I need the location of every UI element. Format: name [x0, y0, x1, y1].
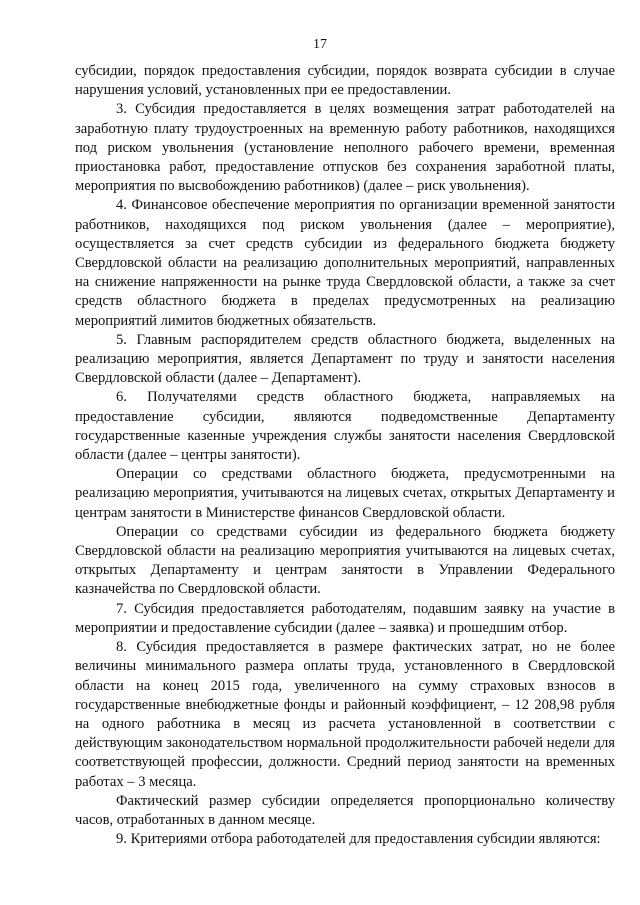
paragraph-3: 3. Субсидия предоставляется в целях возмещения затрат работодателей на заработную плату трудоустроенных на временную работу работников, находящихся под риском увольнения (установление неполного рабочего времени, временная приостановка работ, предоставление отпусков без сохранения заработной платы, мероприятия по высвобождению работников) (далее – риск увольнения). [75, 101, 615, 195]
paragraph-federal-subsidy-operations: Операции со средствами субсидии из федерального бюджета бюджету Свердловской области на реализацию мероприятия учитываются на лицевых счетах, открытых Департаменту и центрам занятости в Управлении Федерального казначейства по Свердловской области. [75, 523, 615, 598]
paragraph-4: 4. Финансовое обеспечение мероприятия по организации временной занятости работников, находящихся под риском увольнения (далее – мероприятие), осуществляется за счет средств субсидии из федерального бюджета бюджету Свердловской области на реализацию дополнительных мероприятий, направленных на снижение напряженности на рынке труда Свердловской области, а также за счет средств областного бюджета в пределах предусмотренных на реализацию мероприятий лимитов бюджетных обязательств. [75, 197, 615, 329]
paragraph-continuation: субсидии, порядок предоставления субсидии, порядок возврата субсидии в случае нарушения условий, установленных при ее предоставлении. [75, 63, 615, 99]
page-number: 17 [313, 37, 327, 52]
paragraph-8: 8. Субсидия предоставляется в размере фактических затрат, но не более величины минимального размера оплаты труда, установленного в Свердловской области на конец 2015 года, увеличенного на сумму страховых взносов в государственные внебюджетные фонды и районный коэффициент, – 12 208,98 рубля на одного работника в месяц из расчета установленной в соответствии с действующим законодательством нормальной продолжительности рабочей недели для соответствующей профессии, должности. Средний период занятости на временных работах – 3 месяца. [75, 639, 615, 790]
paragraph-7: 7. Субсидия предоставляется работодателям, подавшим заявку на участие в мероприятии и предоставление субсидии (далее – заявка) и прошедшим отбор. [75, 600, 615, 636]
paragraph-6: 6. Получателями средств областного бюджета, направляемых на предоставление субсидии, являются подведомственные Департаменту государственные казенные учреждения службы занятости населения Свердловской области (далее – центры занятости). [75, 389, 615, 464]
paragraph-9: 9. Критериями отбора работодателей для предоставления субсидии являются: [116, 831, 601, 848]
paragraph-actual-subsidy-size: Фактический размер субсидии определяется пропорционально количеству часов, отработанных в данном месяце. [75, 792, 615, 828]
paragraph-5: 5. Главным распорядителем средств областного бюджета, выделенных на реализацию мероприятия, является Департамент по труду и занятости населения Свердловской области (далее – Департамент). [75, 331, 615, 387]
document-body [75, 62, 615, 849]
paragraph-regional-budget-operations: Операции со средствами областного бюджета, предусмотренными на реализацию мероприятия, учитываются на лицевых счетах, открытых Департаменту и центрам занятости в Министерстве финансов Свердловской области. [75, 466, 615, 521]
